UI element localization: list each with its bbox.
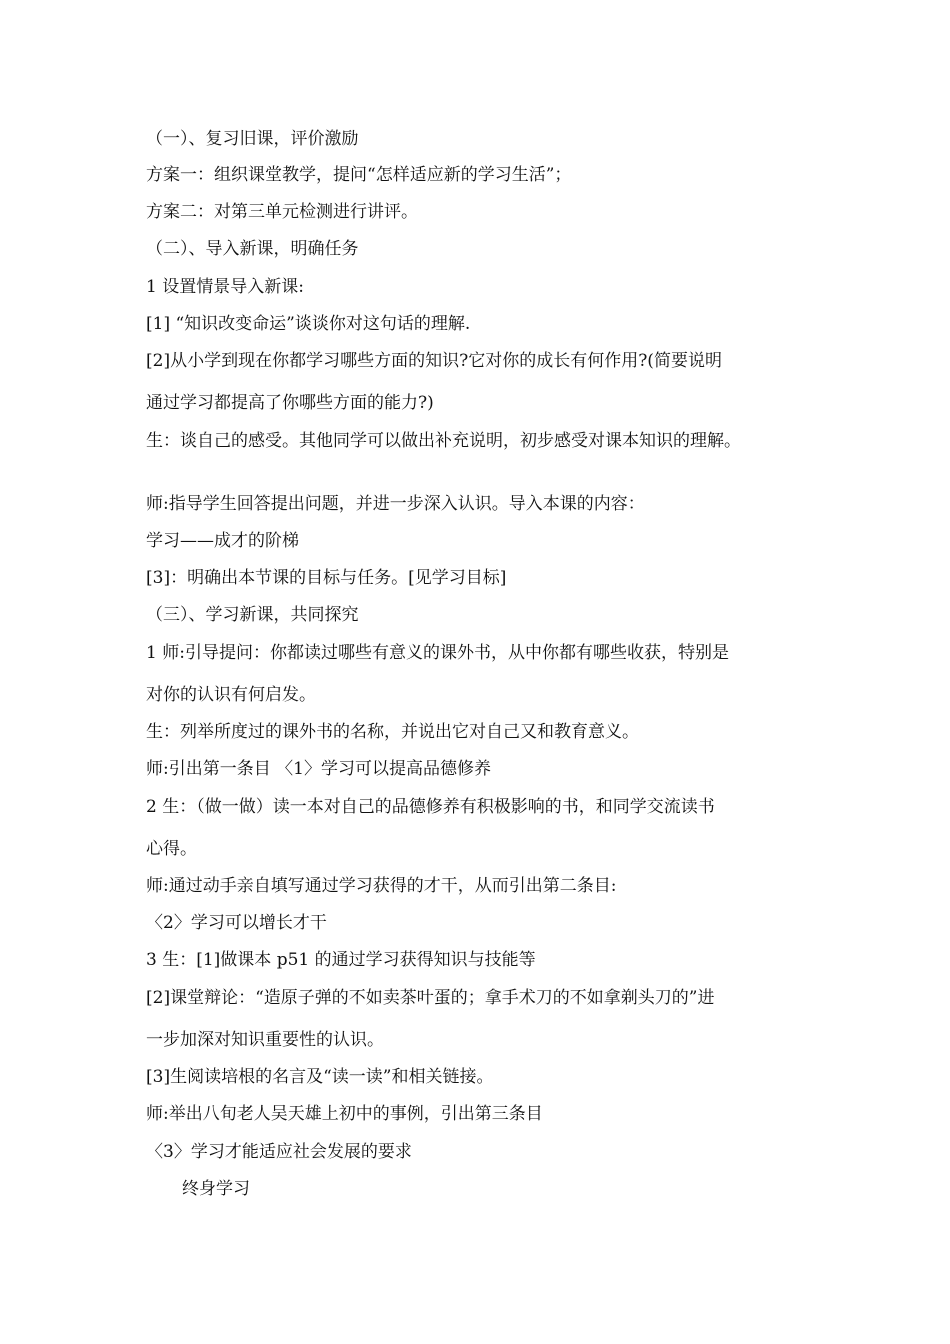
paragraph-teacher-example: 师:举出八旬老人吴天雄上初中的事例，引出第三条目	[146, 1104, 543, 1124]
section-heading-review: （一）、复习旧课，评价激励	[146, 129, 359, 149]
paragraph-teacher-question: 1 师:引导提问：你都读过哪些有意义的课外书，从中你都有哪些收获，特别是	[146, 643, 729, 663]
paragraph-student-list: 生：列举所度过的课外书的名称，并说出它对自己又和教育意义。	[146, 722, 639, 742]
paragraph-item-third: 〈3〉学习才能适应社会发展的要求	[146, 1142, 412, 1162]
paragraph-debate-cont: 一步加深对知识重要性的认识。	[146, 1030, 384, 1050]
paragraph-student-do: 2 生：（做一做）读一本对自己的品德修养有积极影响的书，和同学交流读书	[146, 797, 715, 817]
paragraph-item-2: [2]从小学到现在你都学习哪些方面的知识?它对你的成长有何作用?(简要说明	[146, 351, 722, 371]
section-heading-explore: （三）、学习新课，共同探究	[146, 605, 359, 625]
paragraph-teacher-question-cont: 对你的认识有何启发。	[146, 685, 316, 705]
paragraph-lifelong: 终身学习	[182, 1179, 250, 1199]
paragraph-item-first: 师:引出第一条目 〈1〉学习可以提高品德修养	[146, 759, 491, 779]
paragraph-teacher-fill: 师:通过动手亲自填写通过学习获得的才干，从而引出第二条目:	[146, 876, 617, 896]
paragraph-lesson-title: 学习——成才的阶梯	[146, 531, 299, 551]
paragraph-reading: [3]生阅读培根的名言及“读一读”和相关链接。	[146, 1067, 494, 1087]
paragraph-plan-two: 方案二：对第三单元检测进行讲评。	[146, 202, 418, 222]
paragraph-plan-one: 方案一：组织课堂教学，提问“怎样适应新的学习生活”；	[146, 165, 572, 185]
paragraph-student-do-cont: 心得。	[146, 839, 197, 859]
paragraph-student-textbook: 3 生：[1]做课本 p51 的通过学习获得知识与技能等	[146, 950, 536, 970]
paragraph-student-feel: 生：谈自己的感受。其他同学可以做出补充说明，初步感受对课本知识的理解。	[146, 431, 741, 451]
paragraph-item-second: 〈2〉学习可以增长才干	[146, 913, 327, 933]
paragraph-item-1: [1] “知识改变命运”谈谈你对这句话的理解.	[146, 314, 471, 334]
paragraph-debate: [2]课堂辩论：“造原子弹的不如卖茶叶蛋的；拿手术刀的不如拿剃头刀的”进	[146, 988, 715, 1008]
section-heading-intro: （二）、导入新课，明确任务	[146, 239, 359, 259]
paragraph-item-2-cont: 通过学习都提高了你哪些方面的能力?)	[146, 393, 434, 413]
paragraph-item-3: [3]：明确出本节课的目标与任务。[见学习目标]	[146, 568, 507, 588]
paragraph-teacher-guide: 师:指导学生回答提出问题，并进一步深入认识。导入本课的内容：	[146, 494, 645, 514]
paragraph-scenario: 1 设置情景导入新课:	[146, 277, 304, 297]
